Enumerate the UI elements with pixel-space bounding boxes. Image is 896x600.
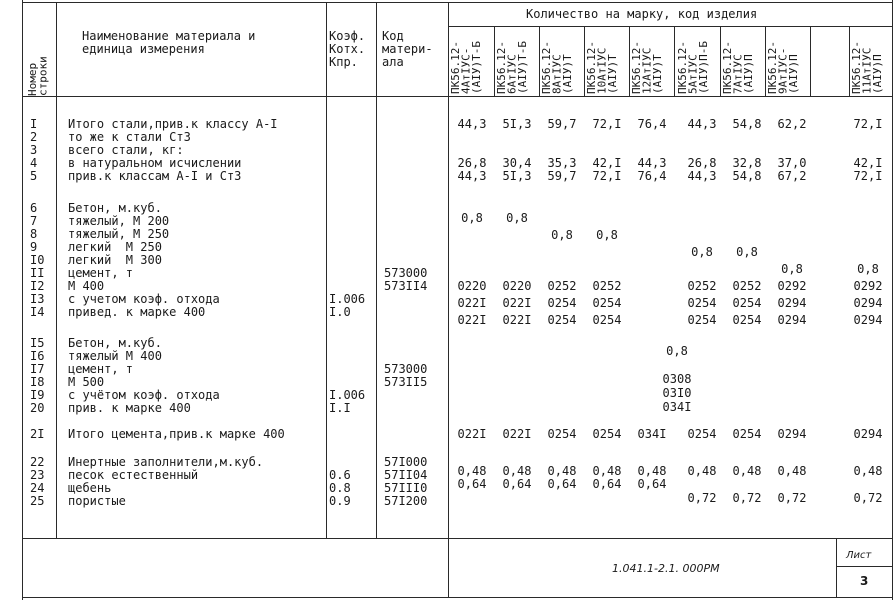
cell-value: 0,64 xyxy=(637,477,667,491)
cell-values: 62,2 37,0 67,2 xyxy=(777,117,807,183)
row-codes: 573000 573II5 xyxy=(384,362,428,389)
cell-values: 72,I 42,I 72,I xyxy=(592,117,622,183)
cell-value: 0,48 xyxy=(547,464,577,478)
cell-value: 0,72 xyxy=(853,491,883,505)
cell-values: 0,8 0220 022I 022I xyxy=(502,211,532,327)
column-divider xyxy=(56,2,57,538)
document-code: 1.041.1-2.1. 000РМ xyxy=(612,562,720,575)
cell-values: 72,I 42,I 72,I xyxy=(853,117,883,183)
header-row-number: Номер строки xyxy=(26,56,50,96)
frame-line xyxy=(22,2,893,3)
cell-value: 0,48 xyxy=(732,464,762,478)
frame-line xyxy=(22,597,893,598)
cell-values: 0,8 0292 0294 0294 xyxy=(777,262,807,327)
header-material-code: Код матери- ала xyxy=(382,29,433,69)
frame-line xyxy=(22,0,23,600)
row-numbers: 22 23 24 25 xyxy=(30,455,45,508)
row-coefficients: 0.6 0.8 0.9 xyxy=(329,468,351,508)
header-material: Наименование материала и единица измерения xyxy=(82,29,256,56)
product-code: ПК56.12- 12AтIУС (AIУ)Т xyxy=(630,41,664,94)
cell-values: 0,8 0220 022I 022I xyxy=(457,211,487,327)
product-code: ПК56.12- 9AтIУС- (AIУ)П xyxy=(766,41,800,94)
cell-value: 0,64 xyxy=(592,477,622,491)
header-line xyxy=(22,96,893,97)
product-code: ПК56.12- 10AтIУС (AIУ)Т xyxy=(585,41,619,94)
sheet-number: 3 xyxy=(860,574,869,588)
column-divider xyxy=(376,2,377,538)
cell-value: 0254 xyxy=(592,427,622,441)
cell-values: 5I,3 30,4 5I,3 xyxy=(502,117,532,183)
stamp-line xyxy=(22,538,893,539)
row-codes: 573000 573II4 xyxy=(384,266,428,293)
cell-value: 0294 xyxy=(853,427,883,441)
cell-value: 0,72 xyxy=(732,491,762,505)
cell-values: 0,8 0252 0254 0254 xyxy=(547,228,577,327)
product-code: ПК56.12- 5AтIУС (AIУ)П-Б xyxy=(676,41,710,94)
row-numbers: 6 7 8 9 I0 II I2 I3 I4 xyxy=(30,201,45,319)
cell-value: 0,48 xyxy=(457,464,487,478)
cell-values: 0,8 0252 0254 0254 xyxy=(732,245,762,327)
cell-values: 59,7 35,3 59,7 xyxy=(547,117,577,183)
stamp-line xyxy=(836,566,893,567)
cell-values: 0,8 0308 03I0 034I xyxy=(662,344,692,414)
product-code: ПК56.12- 7AтIУС (AIУ)П xyxy=(721,41,755,94)
cell-value: 0254 xyxy=(547,427,577,441)
row-numbers: I5 I6 I7 I8 I9 20 xyxy=(30,336,45,415)
column-divider xyxy=(810,26,811,96)
row-names: Итого стали,прив.к классу А-I то же к стали Ст3 всего стали, кг: в натуральном исчислении прив.к классам А-I и Ст3 xyxy=(68,117,278,183)
row-names: Инертные заполнители,м.куб. песок естественный щебень пористые xyxy=(68,455,264,508)
product-code: ПК56.12- 6AтIУС (AIУ)Т-Б xyxy=(495,41,529,94)
header-line xyxy=(448,26,893,27)
cell-value: 0,48 xyxy=(592,464,622,478)
product-code: ПК56.12- 11AтIУС (AIУ)П xyxy=(850,41,884,94)
row-name: Итого цемента,прив.к марке 400 xyxy=(68,427,285,441)
cell-value: 0254 xyxy=(732,427,762,441)
product-code: ПК56.12- 4AтIУС- (AIУ)Т-Б xyxy=(449,41,483,94)
column-divider xyxy=(326,2,327,538)
cell-value: 034I xyxy=(637,427,667,441)
cell-value: 0294 xyxy=(777,427,807,441)
cell-value: 0,48 xyxy=(502,464,532,478)
cell-value: 0,64 xyxy=(547,477,577,491)
cell-value: 0,48 xyxy=(637,464,667,478)
cell-values: 54,8 32,8 54,8 xyxy=(732,117,762,183)
cell-values: 0,8 0252 0254 0254 xyxy=(592,228,622,327)
frame-line xyxy=(892,0,893,600)
row-names: Бетон, м.куб. тяжелый, М 200 тяжелый, М 250 легкий М 250 легкий М 300 цемент, т М 400 с учетом коэф. отхода привед. к марке 400 xyxy=(68,201,220,319)
cell-value: 0,64 xyxy=(502,477,532,491)
cell-value: 0,72 xyxy=(687,491,717,505)
column-divider xyxy=(674,26,675,96)
row-names: Бетон, м.куб. тяжелый М 400 цемент, т М 500 с учётом коэф. отхода прив. к марке 400 xyxy=(68,336,220,415)
cell-values: 0,8 0252 0254 0254 xyxy=(687,245,717,327)
cell-values: 76,4 44,3 76,4 xyxy=(637,117,667,183)
cell-value: 022I xyxy=(457,427,487,441)
row-coefficients: I.006 I.0 xyxy=(329,292,366,319)
cell-value: 0,72 xyxy=(777,491,807,505)
product-code: ПК56.12- 8AтIУС (AIУ)Т xyxy=(540,41,574,94)
cell-value: 0254 xyxy=(687,427,717,441)
header-quantity-title: Количество на марку, код изделия xyxy=(526,7,758,21)
row-codes: 57I000 57II04 57III0 57I200 xyxy=(384,455,428,508)
cell-values: 44,3 26,8 44,3 xyxy=(687,117,717,183)
cell-value: 0,64 xyxy=(457,477,487,491)
cell-value: 0,48 xyxy=(687,464,717,478)
row-numbers: I 2 3 4 5 xyxy=(30,117,38,183)
cell-value: 0,48 xyxy=(777,464,807,478)
cell-value: 022I xyxy=(502,427,532,441)
cell-value: 0,48 xyxy=(853,464,883,478)
stamp-line xyxy=(836,538,837,597)
cell-values: 44,3 26,8 44,3 xyxy=(457,117,487,183)
cell-values: 0,8 0292 0294 0294 xyxy=(853,262,883,327)
sheet-label: Лист xyxy=(846,550,872,561)
header-coefficient: Коэф. Котх. Кпр. xyxy=(329,29,366,69)
row-coefficients: I.006 I.I xyxy=(329,388,366,415)
row-number: 2I xyxy=(30,427,45,441)
cell-values xyxy=(630,210,674,312)
